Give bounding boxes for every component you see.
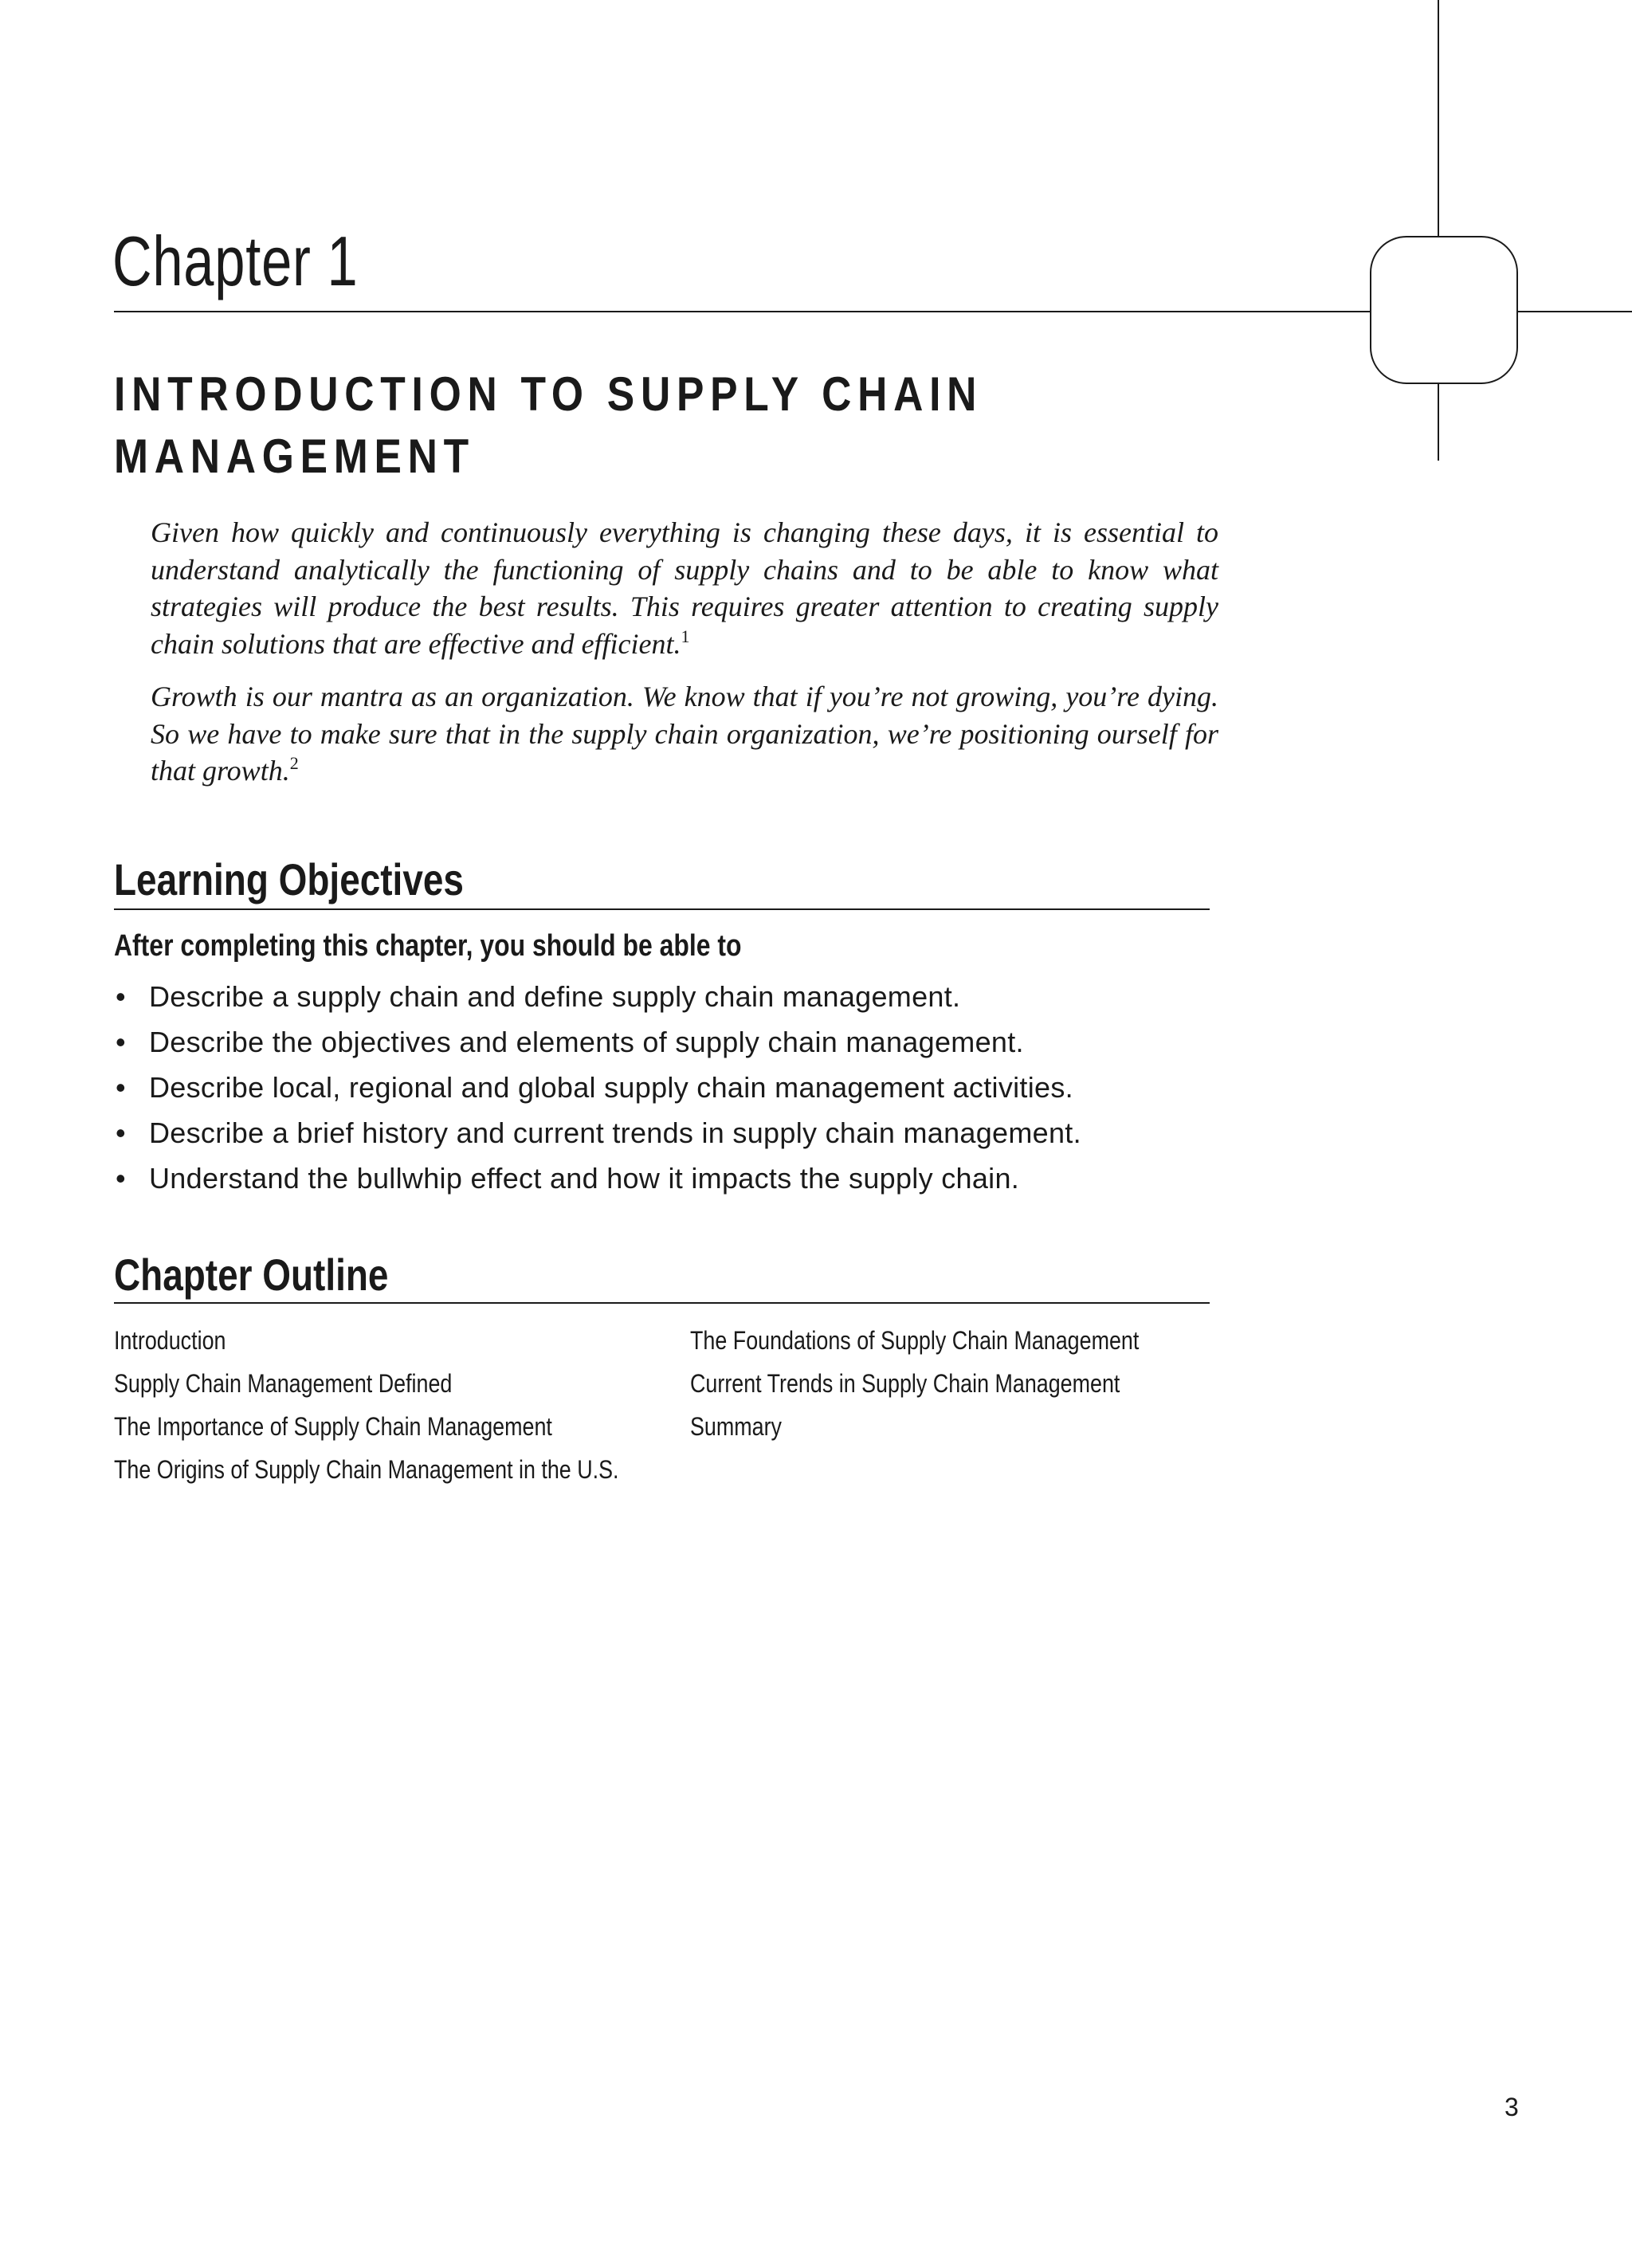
bullet-icon: • (116, 1026, 126, 1058)
outline-item: Summary (690, 1412, 783, 1441)
learning-objectives-heading-text: Learning Objectives (114, 854, 464, 904)
chapter-outline-heading-text: Chapter Outline (114, 1250, 389, 1300)
outline-item: The Importance of Supply Chain Management (114, 1412, 552, 1441)
chapter-outline-right-column (690, 1323, 1225, 1452)
epigraph-quote (151, 514, 1218, 662)
outline-item: Current Trends in Supply Chain Management (690, 1369, 1120, 1398)
footnote-marker: 2 (289, 753, 299, 773)
objective-text: Describe a brief history and current trends in supply chain management. (149, 1116, 1081, 1149)
outline-item: The Origins of Supply Chain Management in the U.S. (114, 1455, 619, 1484)
learning-objectives-list (114, 977, 1081, 1204)
objective-text: Understand the bullwhip effect and how it impacts the supply chain. (149, 1162, 1020, 1195)
learning-objectives-heading (114, 854, 1210, 910)
bullet-icon: • (116, 1162, 126, 1195)
chapter-title-line-1: INTRODUCTION TO SUPPLY CHAIN (114, 367, 983, 421)
list-item (114, 1113, 1081, 1159)
list-item (114, 1159, 1081, 1204)
chapter-outline-left-column (114, 1323, 715, 1495)
objective-text: Describe the objectives and elements of supply chain management. (149, 1026, 1024, 1058)
epigraphs (151, 514, 1218, 806)
bullet-icon: • (116, 1116, 126, 1149)
rounded-square-ornament (1370, 236, 1518, 384)
footnote-marker: 1 (681, 626, 690, 646)
objective-text: Describe local, regional and global supply chain management activities. (149, 1071, 1073, 1104)
outline-item: Supply Chain Management Defined (114, 1369, 453, 1398)
chapter-title-line-2: MANAGEMENT (114, 430, 475, 483)
epigraph-text: Given how quickly and continuously everything is changing these days, it is essential to understand analytically the functioning of supply chains and to be able to know what strategies will produce the best results. This requires greater attention to creating supply chain solutions that are effective and efficient. (151, 516, 1218, 660)
page-number: 3 (1504, 2093, 1519, 2121)
list-item (114, 1068, 1081, 1113)
bullet-icon: • (116, 1071, 126, 1104)
chapter-outline-heading (114, 1250, 1210, 1304)
epigraph-text: Growth is our mantra as an organization. We know that if you’re not growing, you’re dying. So we have to make sure that in the supply chain organization, we’re positioning ourself for that growth. (151, 681, 1218, 787)
epigraph-quote (151, 678, 1218, 790)
chapter-title (114, 363, 1005, 488)
bullet-icon: • (116, 980, 126, 1013)
chapter-number: Chapter 1 (112, 222, 359, 300)
learning-objectives-intro: After completing this chapter, you should be able to (114, 929, 742, 963)
objective-text: Describe a supply chain and define supply chain management. (149, 980, 961, 1013)
outline-item: The Foundations of Supply Chain Management (690, 1326, 1140, 1355)
list-item (114, 1022, 1081, 1068)
outline-item: Introduction (114, 1326, 226, 1355)
ornament-vertical-line (1438, 0, 1439, 461)
list-item (114, 977, 1081, 1022)
